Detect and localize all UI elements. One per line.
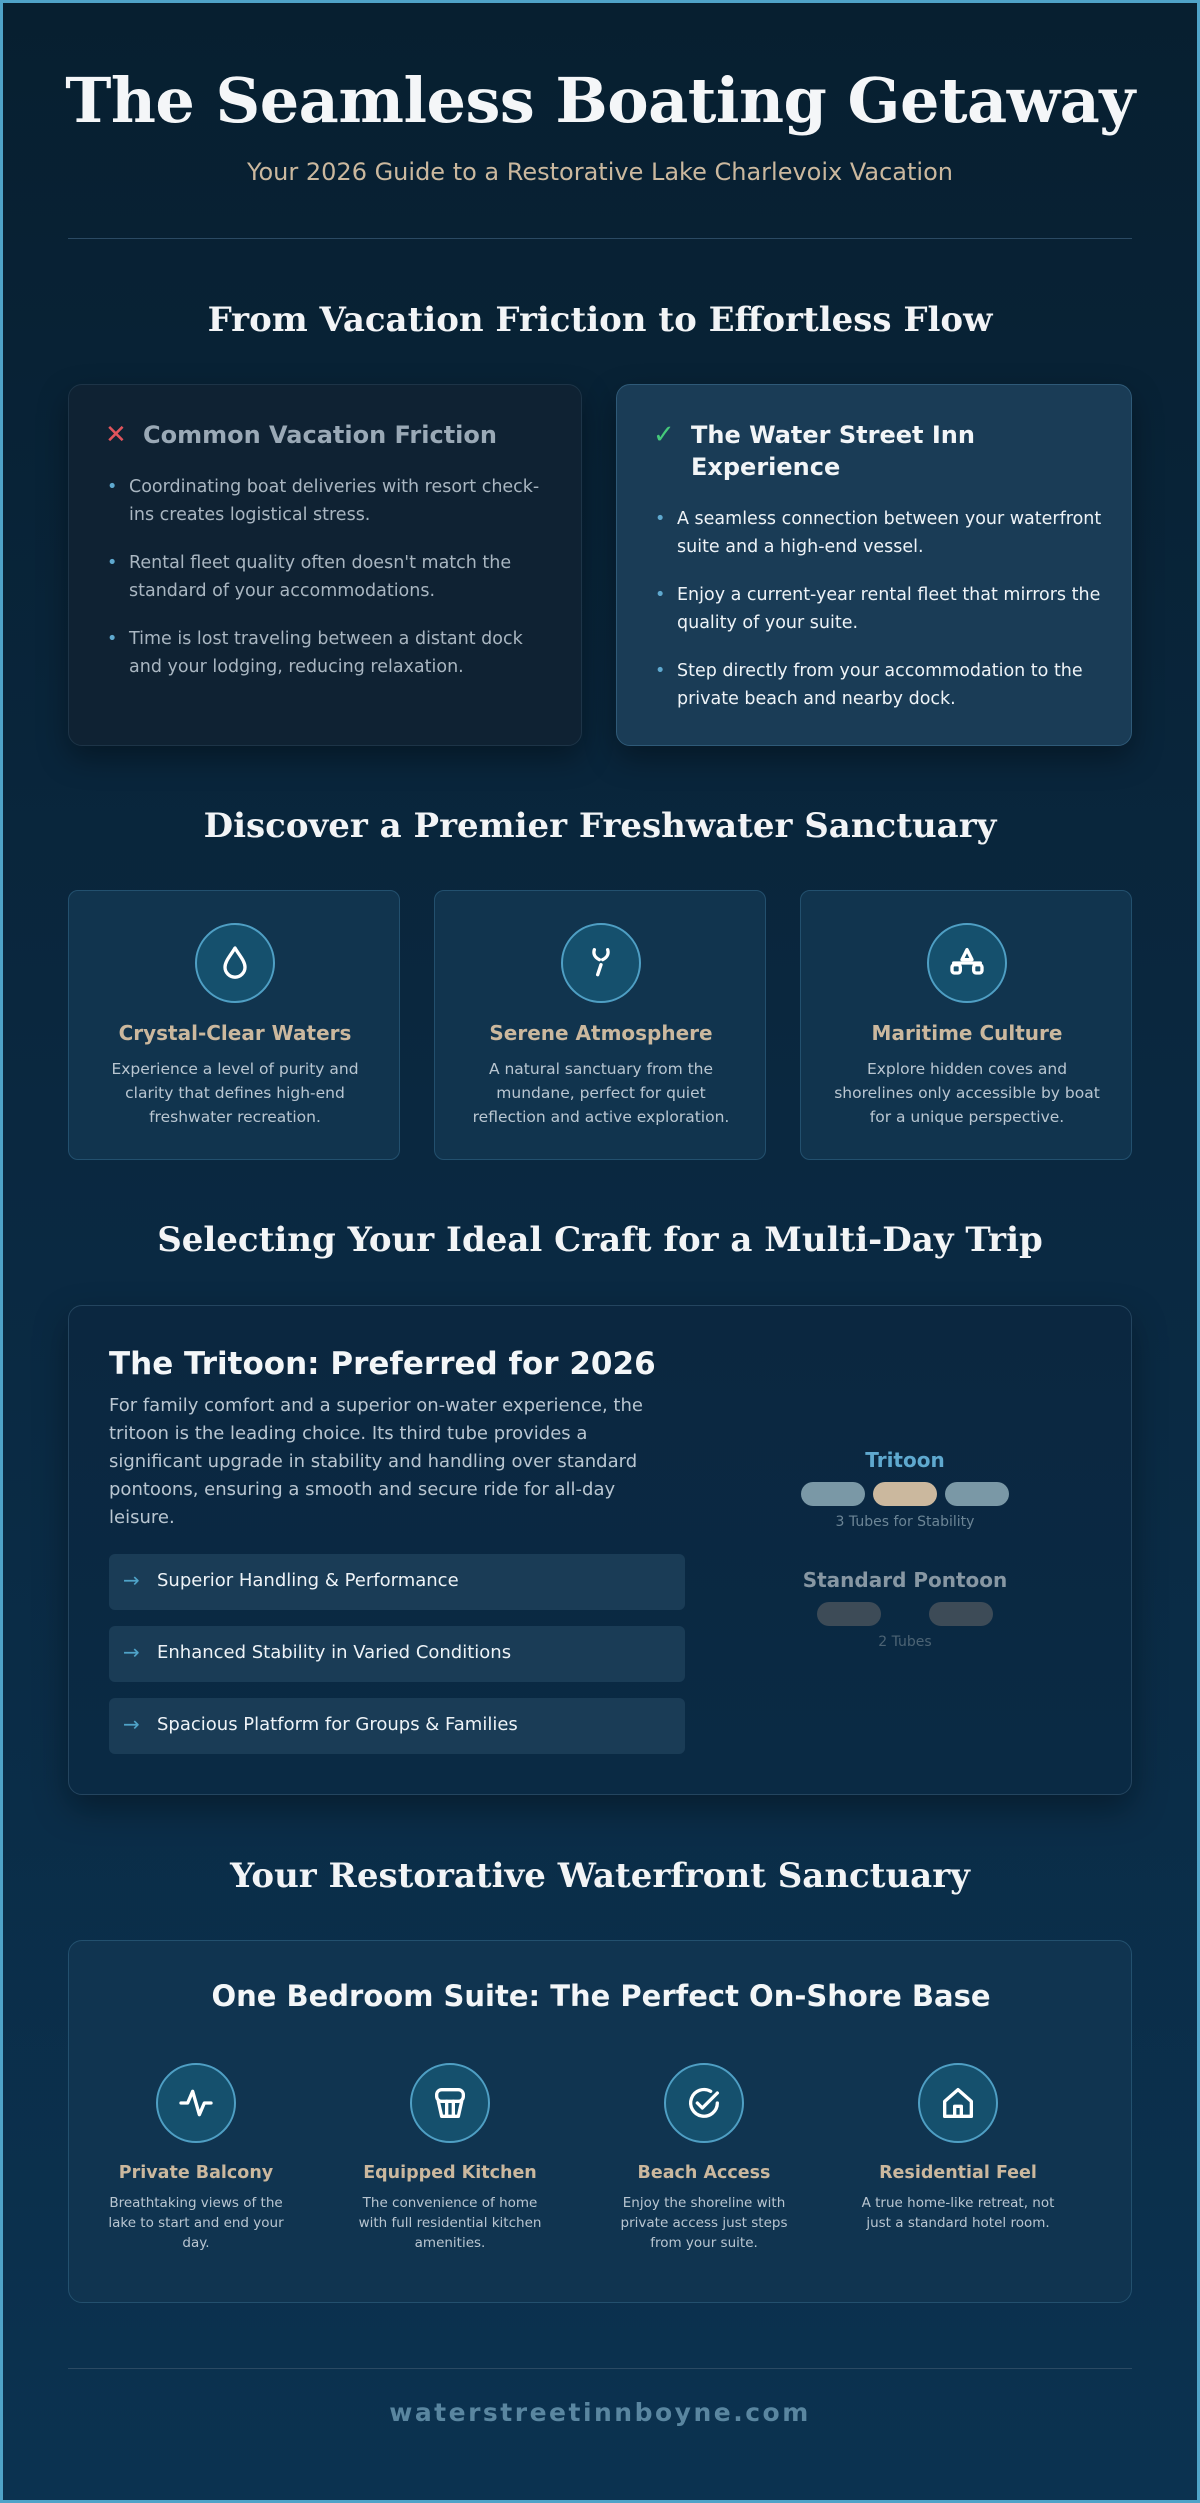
amenity-desc: Enjoy the shoreline with private access just steps from your suite. xyxy=(620,2195,788,2251)
feature-card-waters xyxy=(68,890,400,1160)
list-item: • A seamless connection between your waterfront suite and a high-end vessel. xyxy=(653,505,1103,561)
amenity-desc: The convenience of home with full residential kitchen amenities. xyxy=(358,2195,542,2251)
tritoon-card xyxy=(68,1305,1132,1795)
list-item: • Time is lost traveling between a distant dock and your lodging, reducing relaxation. xyxy=(105,625,555,681)
amenity-beach xyxy=(577,2063,831,2283)
check-circle-icon xyxy=(664,2063,744,2143)
sanctuary-title: Discover a Premier Freshwater Sanctuary xyxy=(203,806,997,846)
comparison-title: From Vacation Friction to Effortless Flow xyxy=(207,300,993,340)
tritoon-tube xyxy=(801,1482,865,1506)
amenity-desc: A true home-like retreat, not just a standard hotel room. xyxy=(861,2195,1055,2231)
pontoon-label: Standard Pontoon xyxy=(802,1568,1008,1592)
list-item: • Rental fleet quality often doesn't match the standard of your accommodations. xyxy=(105,549,555,605)
leaf-icon xyxy=(561,923,641,1003)
benefit-label: Spacious Platform for Groups & Families xyxy=(157,1714,518,1735)
home-icon xyxy=(918,2063,998,2143)
experience-card xyxy=(616,384,1132,746)
suite-card xyxy=(68,1940,1132,2303)
feature-desc: Experience a level of purity and clarity that defines high-end freshwater recreation. xyxy=(111,1060,359,1126)
kitchen-icon xyxy=(410,2063,490,2143)
header-divider xyxy=(68,238,1132,239)
amenity-title: Equipped Kitchen xyxy=(363,2163,537,2183)
pontoon-tube xyxy=(929,1602,993,1626)
amenity-title: Beach Access xyxy=(637,2163,771,2183)
feature-card-maritime xyxy=(800,890,1132,1160)
tritoon-tube xyxy=(873,1482,937,1506)
close-icon: ✕ xyxy=(105,420,127,450)
amenity-balcony xyxy=(69,2063,323,2283)
list-item: • Step directly from your accommodation to the private beach and nearby dock. xyxy=(653,657,1103,713)
feature-desc: Explore hidden coves and shorelines only accessible by boat for a unique perspective. xyxy=(834,1060,1100,1126)
arrow-right-icon: → xyxy=(123,1640,140,1664)
water-drop-icon xyxy=(195,923,275,1003)
list-item: • Coordinating boat deliveries with resort check-ins creates logistical stress. xyxy=(105,473,555,529)
check-icon: ✓ xyxy=(653,420,675,450)
benefit-item xyxy=(109,1554,685,1610)
arrow-right-icon: → xyxy=(123,1568,140,1592)
arrow-right-icon: → xyxy=(123,1712,140,1736)
friction-card xyxy=(68,384,582,746)
tritoon-caption: 3 Tubes for Stability xyxy=(835,1514,975,1530)
amenity-title: Private Balcony xyxy=(118,2163,274,2183)
boat-icon xyxy=(927,923,1007,1003)
page-subtitle: Your 2026 Guide to a Restorative Lake Charlevoix Vacation xyxy=(247,158,953,186)
feature-title: Maritime Culture xyxy=(871,1021,1063,1045)
craft-section-title: Selecting Your Ideal Craft for a Multi-Day Trip xyxy=(157,1220,1043,1260)
footer-website-link[interactable]: waterstreetinnboyne.com xyxy=(389,2398,811,2427)
pontoon-caption: 2 Tubes xyxy=(878,1634,932,1650)
amenity-kitchen xyxy=(323,2063,577,2283)
feature-desc: A natural sanctuary from the mundane, perfect for quiet reflection and active exploration. xyxy=(472,1060,730,1126)
footer-divider xyxy=(68,2368,1132,2369)
benefit-item xyxy=(109,1698,685,1754)
tritoon-card-title: The Tritoon: Preferred for 2026 xyxy=(109,1346,656,1382)
benefit-label: Superior Handling & Performance xyxy=(157,1570,459,1591)
benefit-label: Enhanced Stability in Varied Conditions xyxy=(157,1642,512,1663)
feature-title: Serene Atmosphere xyxy=(489,1021,713,1045)
friction-heading: Common Vacation Friction xyxy=(143,421,497,449)
feature-card-atmosphere xyxy=(434,890,766,1160)
feature-title: Crystal-Clear Waters xyxy=(118,1021,352,1045)
activity-icon xyxy=(156,2063,236,2143)
experience-heading: The Water Street Inn Experience xyxy=(691,421,975,481)
amenity-desc: Breathtaking views of the lake to start and end your day. xyxy=(108,2195,284,2251)
friction-list xyxy=(105,473,555,701)
experience-list xyxy=(653,505,1103,733)
suite-title: One Bedroom Suite: The Perfect On-Shore Base xyxy=(211,1979,991,2013)
amenity-residential xyxy=(831,2063,1085,2283)
page-title: The Seamless Boating Getaway xyxy=(65,64,1135,137)
benefit-item xyxy=(109,1626,685,1682)
tritoon-description: For family comfort and a superior on-water experience, the tritoon is the leading choice. Its third tube provides a significant upgrade in stability and handling over standard pontoons, ensuring a smooth and secure ride for all-day leisure. xyxy=(109,1395,643,1528)
tritoon-tube xyxy=(945,1482,1009,1506)
tritoon-label: Tritoon xyxy=(865,1448,945,1472)
suite-section-title: Your Restorative Waterfront Sanctuary xyxy=(230,1856,970,1896)
amenity-title: Residential Feel xyxy=(879,2163,1037,2183)
pontoon-tube xyxy=(817,1602,881,1626)
list-item: • Enjoy a current-year rental fleet that mirrors the quality of your suite. xyxy=(653,581,1103,637)
